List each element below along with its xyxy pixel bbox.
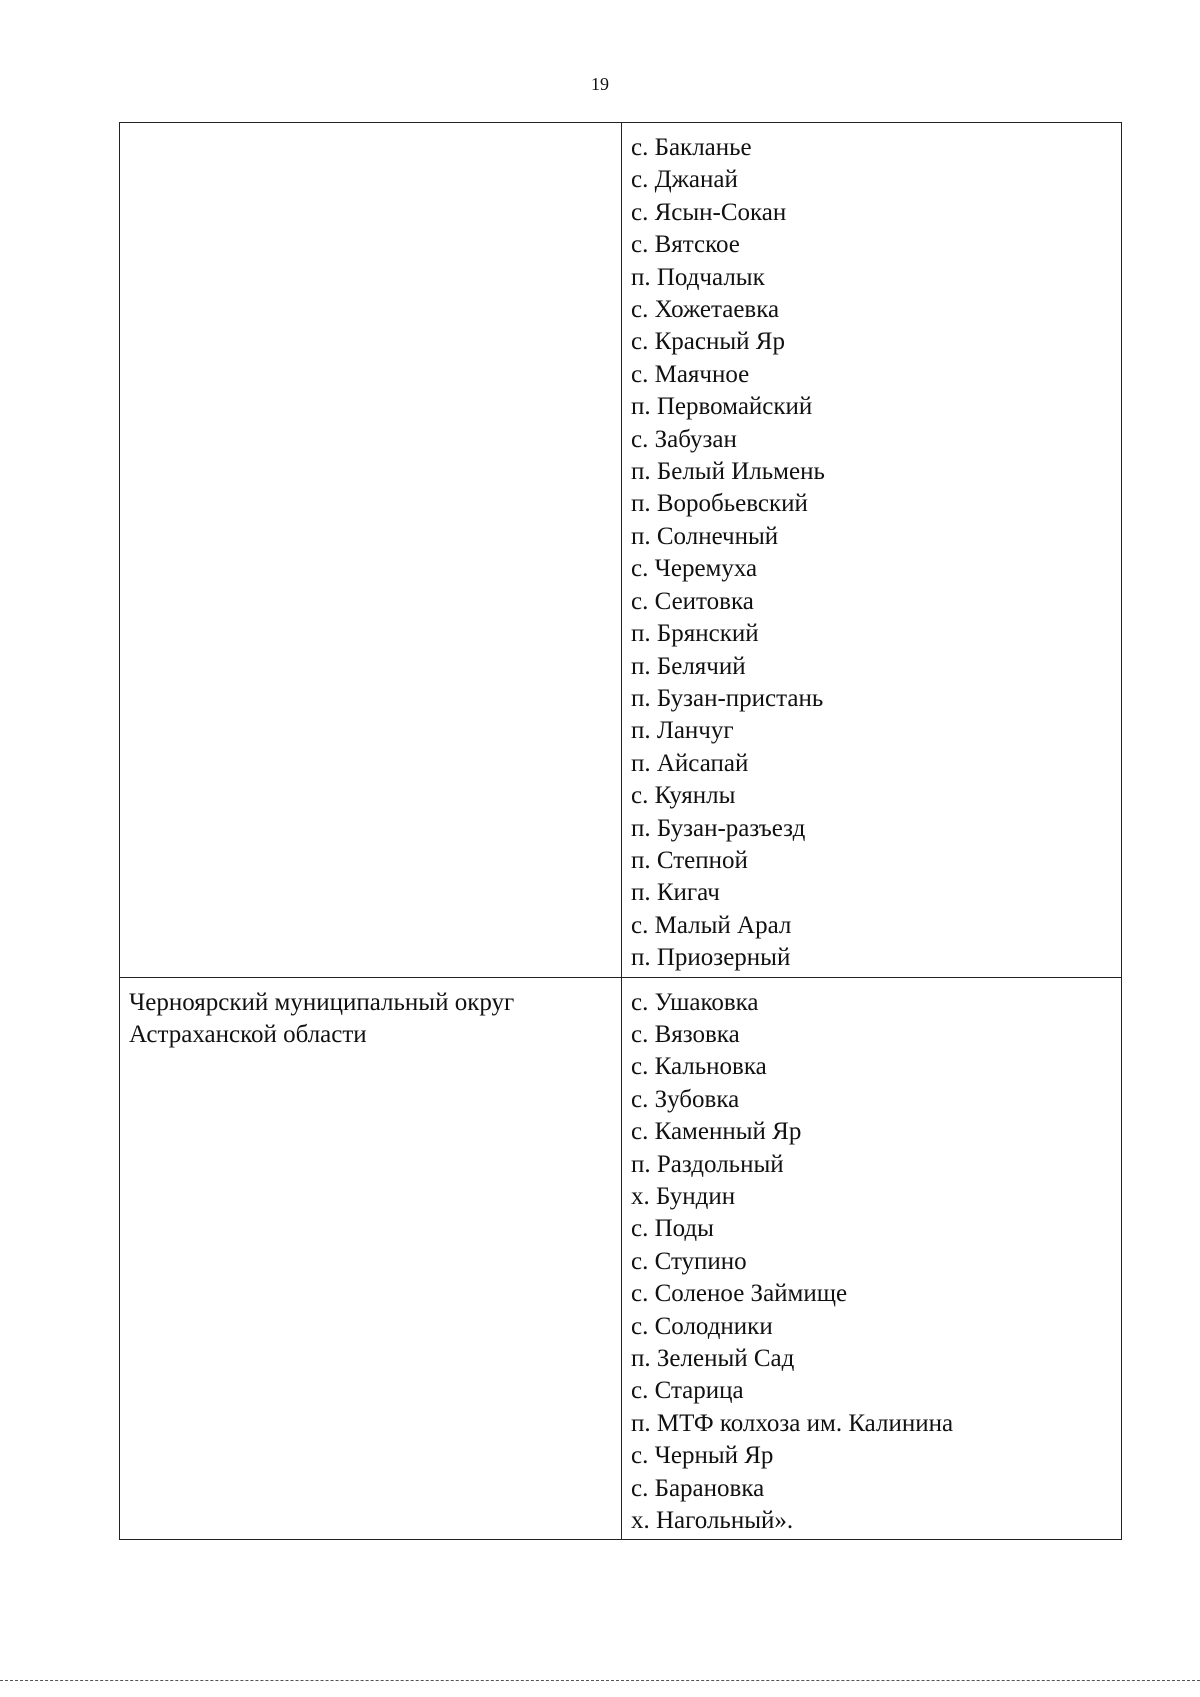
- settlements-cell: [622, 123, 1122, 978]
- settlement-item: п. Брянский: [631, 620, 759, 648]
- settlement-item: с. Старица: [631, 1377, 744, 1405]
- settlement-item: п. Воробьевский: [631, 490, 808, 518]
- settlement-item: с. Черный Яр: [631, 1442, 774, 1470]
- settlements-cell: [622, 977, 1122, 1540]
- settlement-item: п. Раздольный: [631, 1150, 784, 1178]
- settlement-item: п. Солнечный: [631, 522, 779, 550]
- settlement-item: п. Бузан-пристань: [631, 684, 824, 712]
- district-cell: [120, 123, 622, 978]
- district-name: Черноярский муниципальный округ Астраханской области: [129, 988, 515, 1048]
- settlement-item: с. Хожетаевка: [631, 296, 780, 324]
- settlement-item: с. Джанай: [631, 166, 738, 194]
- settlement-item: с. Солодники: [631, 1312, 773, 1340]
- settlement-item: с. Барановка: [631, 1474, 765, 1502]
- settlement-item: п. Белячий: [631, 652, 746, 680]
- settlement-item: с. Зубовка: [631, 1085, 740, 1113]
- footer-divider: [0, 1680, 1200, 1681]
- settlement-item: п. Кигач: [631, 879, 720, 907]
- settlement-item: п. Бузан-разъезд: [631, 814, 806, 842]
- settlement-item: с. Сеитовка: [631, 587, 754, 615]
- district-cell: [120, 977, 622, 1540]
- settlement-item: п. Степной: [631, 846, 748, 874]
- settlement-item: с. Кальновка: [631, 1053, 767, 1081]
- settlement-item: п. МТФ колхоза им. Калинина: [631, 1409, 954, 1437]
- settlement-item: с. Каменный Яр: [631, 1118, 802, 1146]
- table-row: [120, 123, 1122, 978]
- settlement-item: п. Подчалык: [631, 263, 765, 291]
- settlement-item: х. Нагольный».: [631, 1507, 794, 1535]
- settlement-item: с. Бакланье: [631, 134, 752, 161]
- settlement-item: с. Ушаковка: [631, 988, 759, 1016]
- settlements-list: [622, 978, 1121, 1540]
- settlement-item: с. Поды: [631, 1215, 714, 1243]
- settlement-item: с. Ступино: [631, 1247, 747, 1275]
- settlement-item: с. Красный Яр: [631, 328, 785, 356]
- settlement-item: с. Вятское: [631, 231, 740, 259]
- settlement-item: х. Бундин: [631, 1183, 736, 1210]
- settlement-item: п. Айсапай: [631, 749, 749, 777]
- settlement-item: с. Малый Арал: [631, 911, 792, 939]
- settlements-list: [622, 123, 1121, 977]
- settlement-item: с. Забузан: [631, 425, 737, 453]
- settlement-item: с. Куянлы: [631, 782, 736, 810]
- settlement-item: п. Ланчуг: [631, 717, 734, 745]
- settlement-item: п. Приозерный: [631, 944, 791, 972]
- settlement-item: с. Соленое Займище: [631, 1280, 848, 1308]
- settlements-table: [119, 122, 1122, 1540]
- page-number: 19: [591, 74, 609, 94]
- settlement-item: с. Черемуха: [631, 555, 758, 583]
- table-row: [120, 977, 1122, 1540]
- settlement-item: с. Ясын-Сокан: [631, 198, 787, 226]
- settlement-item: с. Вязовка: [631, 1020, 740, 1048]
- settlement-item: п. Первомайский: [631, 393, 813, 421]
- settlement-item: п. Белый Ильмень: [631, 458, 825, 486]
- settlement-item: с. Маячное: [631, 360, 750, 388]
- settlement-item: п. Зеленый Сад: [631, 1345, 795, 1373]
